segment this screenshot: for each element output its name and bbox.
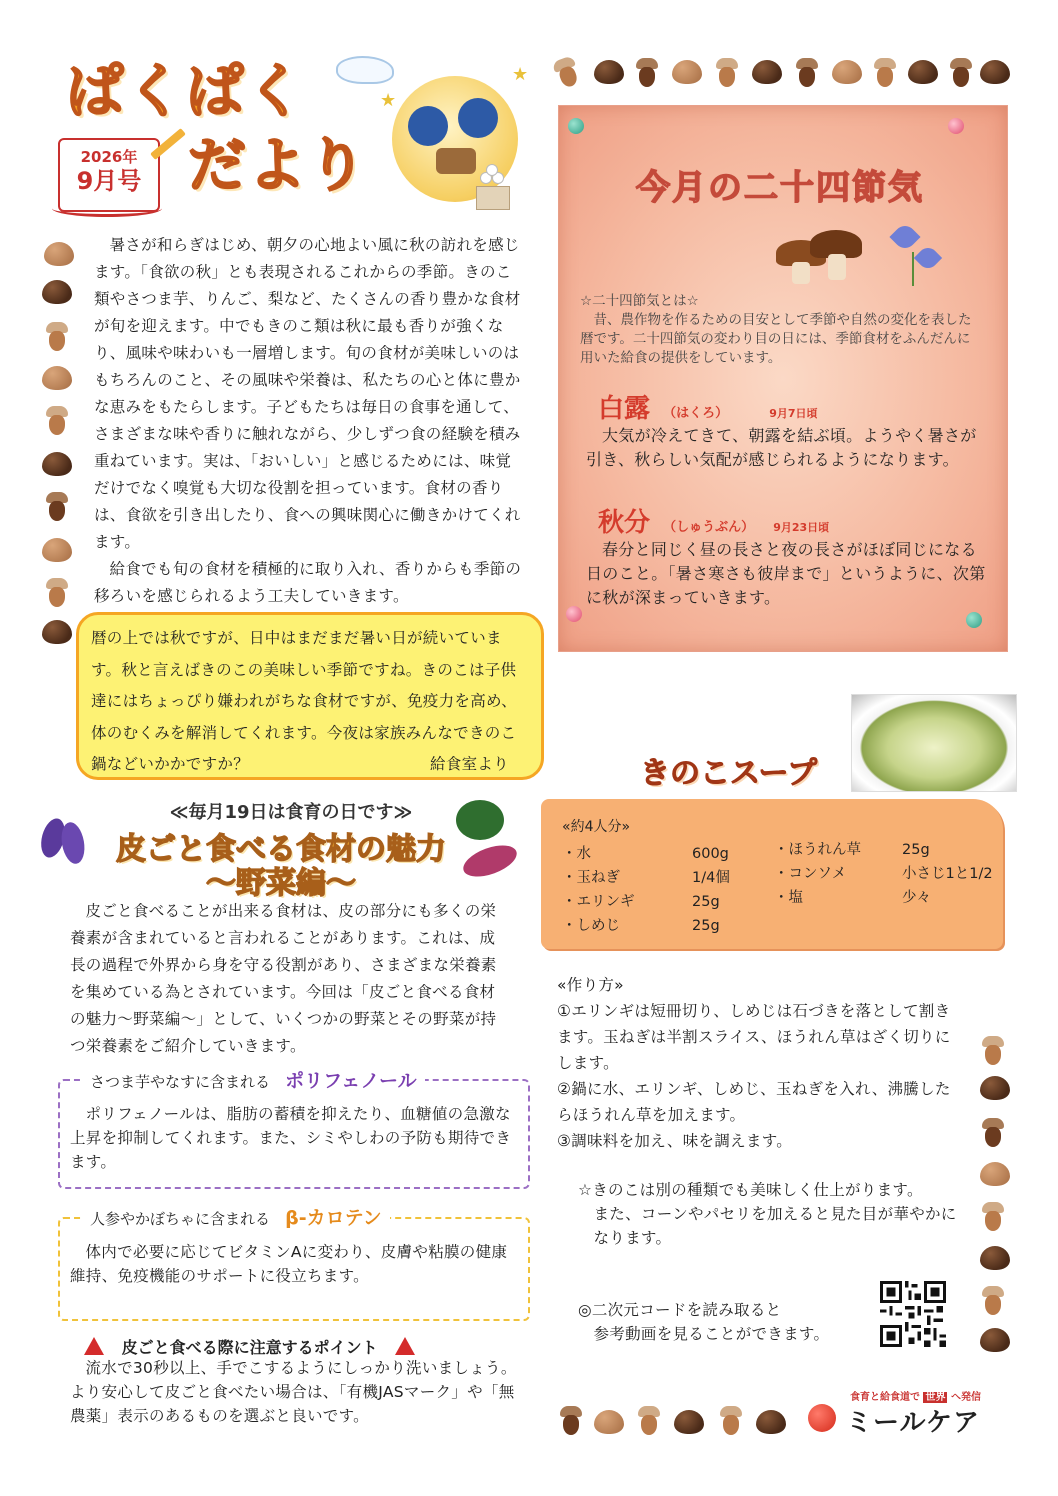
book-base-icon	[52, 200, 162, 217]
star-icon: ★	[380, 90, 397, 111]
chestnut-icon	[42, 452, 72, 476]
bellflower-illustration	[888, 222, 948, 286]
qr-note	[578, 1298, 868, 1346]
pin-icon	[966, 612, 982, 628]
shokuiku-intro: 皮ごと食べることが出来る食材は、皮の部分にも多くの栄養素が含まれていると言われることがあります。これは、成長の過程で外界から身を守る役割があり、さまざまな栄養素を集めている為とされています。今回は「皮ごと食べる食材の魅力～野菜編～」として、いくつかの野菜とその野菜が持つ栄養素をご紹介していきます。	[70, 902, 497, 1055]
ingredient-row	[774, 886, 998, 910]
acorn-icon	[982, 1286, 1004, 1316]
header	[0, 0, 540, 230]
acorn-icon	[982, 1118, 1004, 1148]
polyphenol-text: ポリフェノールは、脂肪の蓄積を抑えたり、血糖値の急激な上昇を抑制してくれます。また、シミやしわの予防も期待できます。	[70, 1105, 512, 1171]
acorn-icon	[46, 406, 68, 436]
eggplant-illustration	[42, 808, 86, 864]
intro-paragraph-2: 給食でも旬の食材を積極的に取り入れ、香りからも季節の移ろいを感じられるよう工夫していきます。	[94, 560, 522, 605]
bottom-nut-row	[556, 1404, 796, 1438]
ingredient-qty: 1/4個	[692, 870, 730, 886]
chestnut-icon	[980, 1076, 1010, 1100]
chestnut-icon	[672, 60, 702, 84]
ingredient-qty: 600g	[692, 846, 729, 862]
tip-line-1: ☆きのこは別の種類でも美味しく仕上がります。	[578, 1181, 923, 1199]
slogan-pre: 食育と給食道で	[850, 1392, 920, 1403]
ingredient-qty: 25g	[692, 894, 720, 910]
ingredient-row	[562, 914, 762, 938]
carotene-label: 人参やかぼちゃに含まれる	[90, 1210, 271, 1228]
slogan-box: 世界	[925, 1392, 946, 1403]
acorn-icon	[46, 322, 68, 352]
ingredient-name: ・塩	[774, 890, 803, 906]
recipe-title: きのこスープ	[640, 756, 817, 791]
acorn-icon	[982, 1036, 1004, 1066]
acorn-icon	[638, 1406, 660, 1436]
left-nut-column	[40, 238, 74, 648]
chestnut-icon	[756, 1410, 786, 1434]
qr-line-2: 参考動画を見ることができます。	[593, 1325, 830, 1343]
recipe-tip	[578, 1178, 958, 1250]
ingredient-name: ・ほうれん草	[774, 842, 861, 858]
qr-code[interactable]	[880, 1281, 946, 1347]
recipe-servings: «約4人分»	[562, 819, 631, 835]
sekki-item-yomi: （はくろ）	[663, 406, 729, 421]
method-step: ①エリンギは短冊切り、しめじは石づきを落として割きます。玉ねぎは半割スライス、ほうれん草はざく切りにします。	[557, 1002, 951, 1072]
acorn-icon	[720, 1406, 742, 1436]
chestnut-icon	[594, 1410, 624, 1434]
acorn-icon	[796, 58, 818, 88]
ingredients-right	[774, 838, 998, 910]
qr-line-1: ◎二次元コードを読み取ると	[578, 1301, 782, 1319]
issue-month: 9月号	[76, 167, 142, 195]
note-signature: 給食室より	[429, 755, 509, 773]
dango-stand-icon	[476, 172, 512, 212]
mascot-right-icon	[458, 98, 498, 138]
sekki-title: 今月の二十四節気	[636, 168, 924, 208]
right-nut-column	[978, 1034, 1012, 1364]
carotene-header	[82, 1203, 390, 1230]
ingredient-name: ・エリンギ	[562, 894, 635, 910]
sweet-potato-illustration	[459, 839, 521, 883]
footer-logo	[806, 1388, 1006, 1440]
acorn-icon	[552, 55, 583, 91]
shokuiku-title-2: ～野菜編～	[206, 866, 356, 901]
sekki-item-text: 春分と同じく昼の長さと夜の長さがほぼ同じになる日のこと。「暑さ寒さも彼岸まで」というように、次第に秋が深まっていきます。	[586, 540, 986, 607]
ingredient-name: ・しめじ	[562, 918, 620, 934]
ingredient-qty: 25g	[692, 918, 720, 934]
ingredient-qty: 少々	[902, 890, 931, 906]
sekki-item-shubun	[586, 502, 986, 610]
warning-icon	[395, 1337, 415, 1355]
chestnut-icon	[44, 242, 74, 266]
pin-icon	[568, 118, 584, 134]
chestnut-icon	[980, 60, 1010, 84]
ingredient-row	[774, 862, 998, 886]
shokuiku-subtitle: ≪毎月19日は食育の日です≫	[169, 802, 413, 823]
polyphenol-name: ポリフェノール	[285, 1070, 417, 1092]
sekki-item-hakuro	[586, 388, 986, 472]
top-nut-row	[552, 54, 1014, 90]
caution-text: 流水で30秒以上、手でこするようにしっかり洗いましょう。より安心して皮ごと食べたい場合は、「有機JASマーク」や「無農薬」表示のあるものを選ぶと良いです。	[70, 1359, 517, 1425]
method-step: ②鍋に水、エリンギ、しめじ、玉ねぎを入れ、沸騰したらほうれん草を加えます。	[557, 1080, 951, 1124]
caution-header	[84, 1335, 415, 1358]
acorn-icon	[560, 1406, 582, 1436]
polyphenol-header	[82, 1066, 425, 1093]
acorn-icon	[636, 58, 658, 88]
sekki-item-yomi: （しゅうぶん）	[663, 520, 755, 535]
acorn-icon	[950, 58, 972, 88]
slogan	[850, 1388, 981, 1403]
ingredients-left	[562, 842, 762, 938]
sekki-about-text: 昔、農作物を作るための目安として季節や自然の変化を表した暦です。二十四節気の変わり目の日には、季節食材をふんだんに用いた給食の提供をしています。	[580, 312, 972, 366]
sekki-item-name: 白露	[598, 394, 651, 424]
chestnut-icon	[908, 60, 938, 84]
ingredient-qty: 小さじ1と1/2	[902, 866, 993, 882]
ingredient-row	[562, 890, 762, 914]
acorn-icon	[874, 58, 896, 88]
ingredient-row	[562, 842, 762, 866]
caution-title: 皮ごと食べる際に注意するポイント	[121, 1338, 378, 1357]
chestnut-icon	[42, 366, 72, 390]
sekki-item-name: 秋分	[598, 508, 651, 538]
mushroom-soup-photo	[851, 694, 1017, 792]
warning-icon	[84, 1337, 104, 1355]
chestnut-icon	[980, 1246, 1010, 1270]
issue-year: 2026年	[80, 148, 138, 166]
sekki-item-date: 9月7日頃	[769, 407, 818, 420]
ingredient-name: ・コンソメ	[774, 866, 847, 882]
sekki-about	[580, 292, 980, 368]
intro-paragraph-1: 暑さが和らぎはじめ、朝夕の心地よい風に秋の訪れを感じます。「食欲の秋」とも表現されるこれからの季節。きのこ類やさつま芋、りんご、梨など、たくさんの香り豊かな食材が旬を迎えます。中でもきのこ類は秋に最も香りが強くなり、風味や味わいも一層増します。旬の食材が美味しいのはもちろんのこと、その風味や栄養は、私たちの心と体に豊かな恵みをもたらします。子どもたちは毎日の食事を通して、さまざまな味や香りに触れながら、少しずつ食の経験を積み重ねています。実は、「おいしい」と感じるためには、味覚だけでなく嗅覚も大切な役割を担っています。食材の香りは、食欲を引き出したり、食への興味関心に働きかけてくれます。	[94, 236, 521, 551]
ingredient-name: ・玉ねぎ	[562, 870, 620, 886]
chestnut-icon	[832, 60, 862, 84]
mortar-icon	[436, 148, 476, 174]
title-line2: だより	[188, 131, 369, 199]
sekki-item-date: 9月23日頃	[773, 521, 830, 534]
ingredient-row	[774, 838, 998, 862]
chestnut-icon	[42, 620, 72, 644]
ingredient-name: ・水	[562, 846, 591, 862]
star-icon: ★	[512, 64, 529, 85]
shokuiku-title-1: 皮ごと食べる食材の魅力	[116, 832, 446, 867]
brand-logo-text: ミールケア	[846, 1408, 980, 1438]
intro-section	[94, 232, 522, 610]
chestnut-icon	[674, 1410, 704, 1434]
chestnut-icon	[42, 538, 72, 562]
chestnut-icon	[42, 280, 72, 304]
acorn-icon	[716, 58, 738, 88]
note-text: 暦の上では秋ですが、日中はまだまだ暑い日が続いています。秋と言えばきのこの美味しい季節ですね。きのこは子供達にはちょっぴり嫌われがちな食材ですが、免疫力を高め、体のむくみを解消してくれます。今夜は家族みんなできのこ鍋などいかかですか？	[91, 629, 517, 773]
method-step: ③調味料を加え、味を調えます。	[557, 1132, 793, 1150]
carotene-text: 体内で必要に応じてビタミンAに変わり、皮膚や粘膜の健康維持、免疫機能のサポートに役立ちます。	[70, 1243, 508, 1285]
acorn-icon	[982, 1202, 1004, 1232]
tip-line-2: また、コーンやパセリを加えると見た目が華やかになります。	[593, 1205, 957, 1247]
chestnut-icon	[980, 1162, 1010, 1186]
tomato-mascot-icon	[808, 1404, 836, 1432]
polyphenol-label: さつま芋やなすに含まれる	[90, 1073, 271, 1091]
chestnut-icon	[980, 1328, 1010, 1352]
method-heading: «作り方»	[557, 976, 624, 994]
sekki-item-text: 大気が冷えてきて、朝露を結ぶ頃。ようやく暑さが引き、秋らしい気配が感じられるようになります。	[586, 426, 977, 469]
rabbit-icon	[336, 56, 394, 84]
mushroom-illustration	[774, 228, 864, 288]
carotene-name: β-カロテン	[285, 1207, 382, 1229]
recipe-method	[557, 972, 953, 1154]
chestnut-icon	[594, 60, 624, 84]
pin-icon	[566, 606, 582, 622]
note-box	[76, 612, 544, 780]
chestnut-icon	[752, 60, 782, 84]
slogan-post: へ発信	[950, 1392, 981, 1403]
acorn-icon	[46, 492, 68, 522]
ingredient-row	[562, 866, 762, 890]
ingredient-qty: 25g	[902, 842, 930, 858]
sekki-about-heading: ☆二十四節気とは☆	[580, 293, 699, 309]
pin-icon	[948, 118, 964, 134]
mascot-left-icon	[408, 106, 448, 146]
title-line1: ぱくぱく	[66, 57, 307, 125]
acorn-icon	[46, 578, 68, 608]
